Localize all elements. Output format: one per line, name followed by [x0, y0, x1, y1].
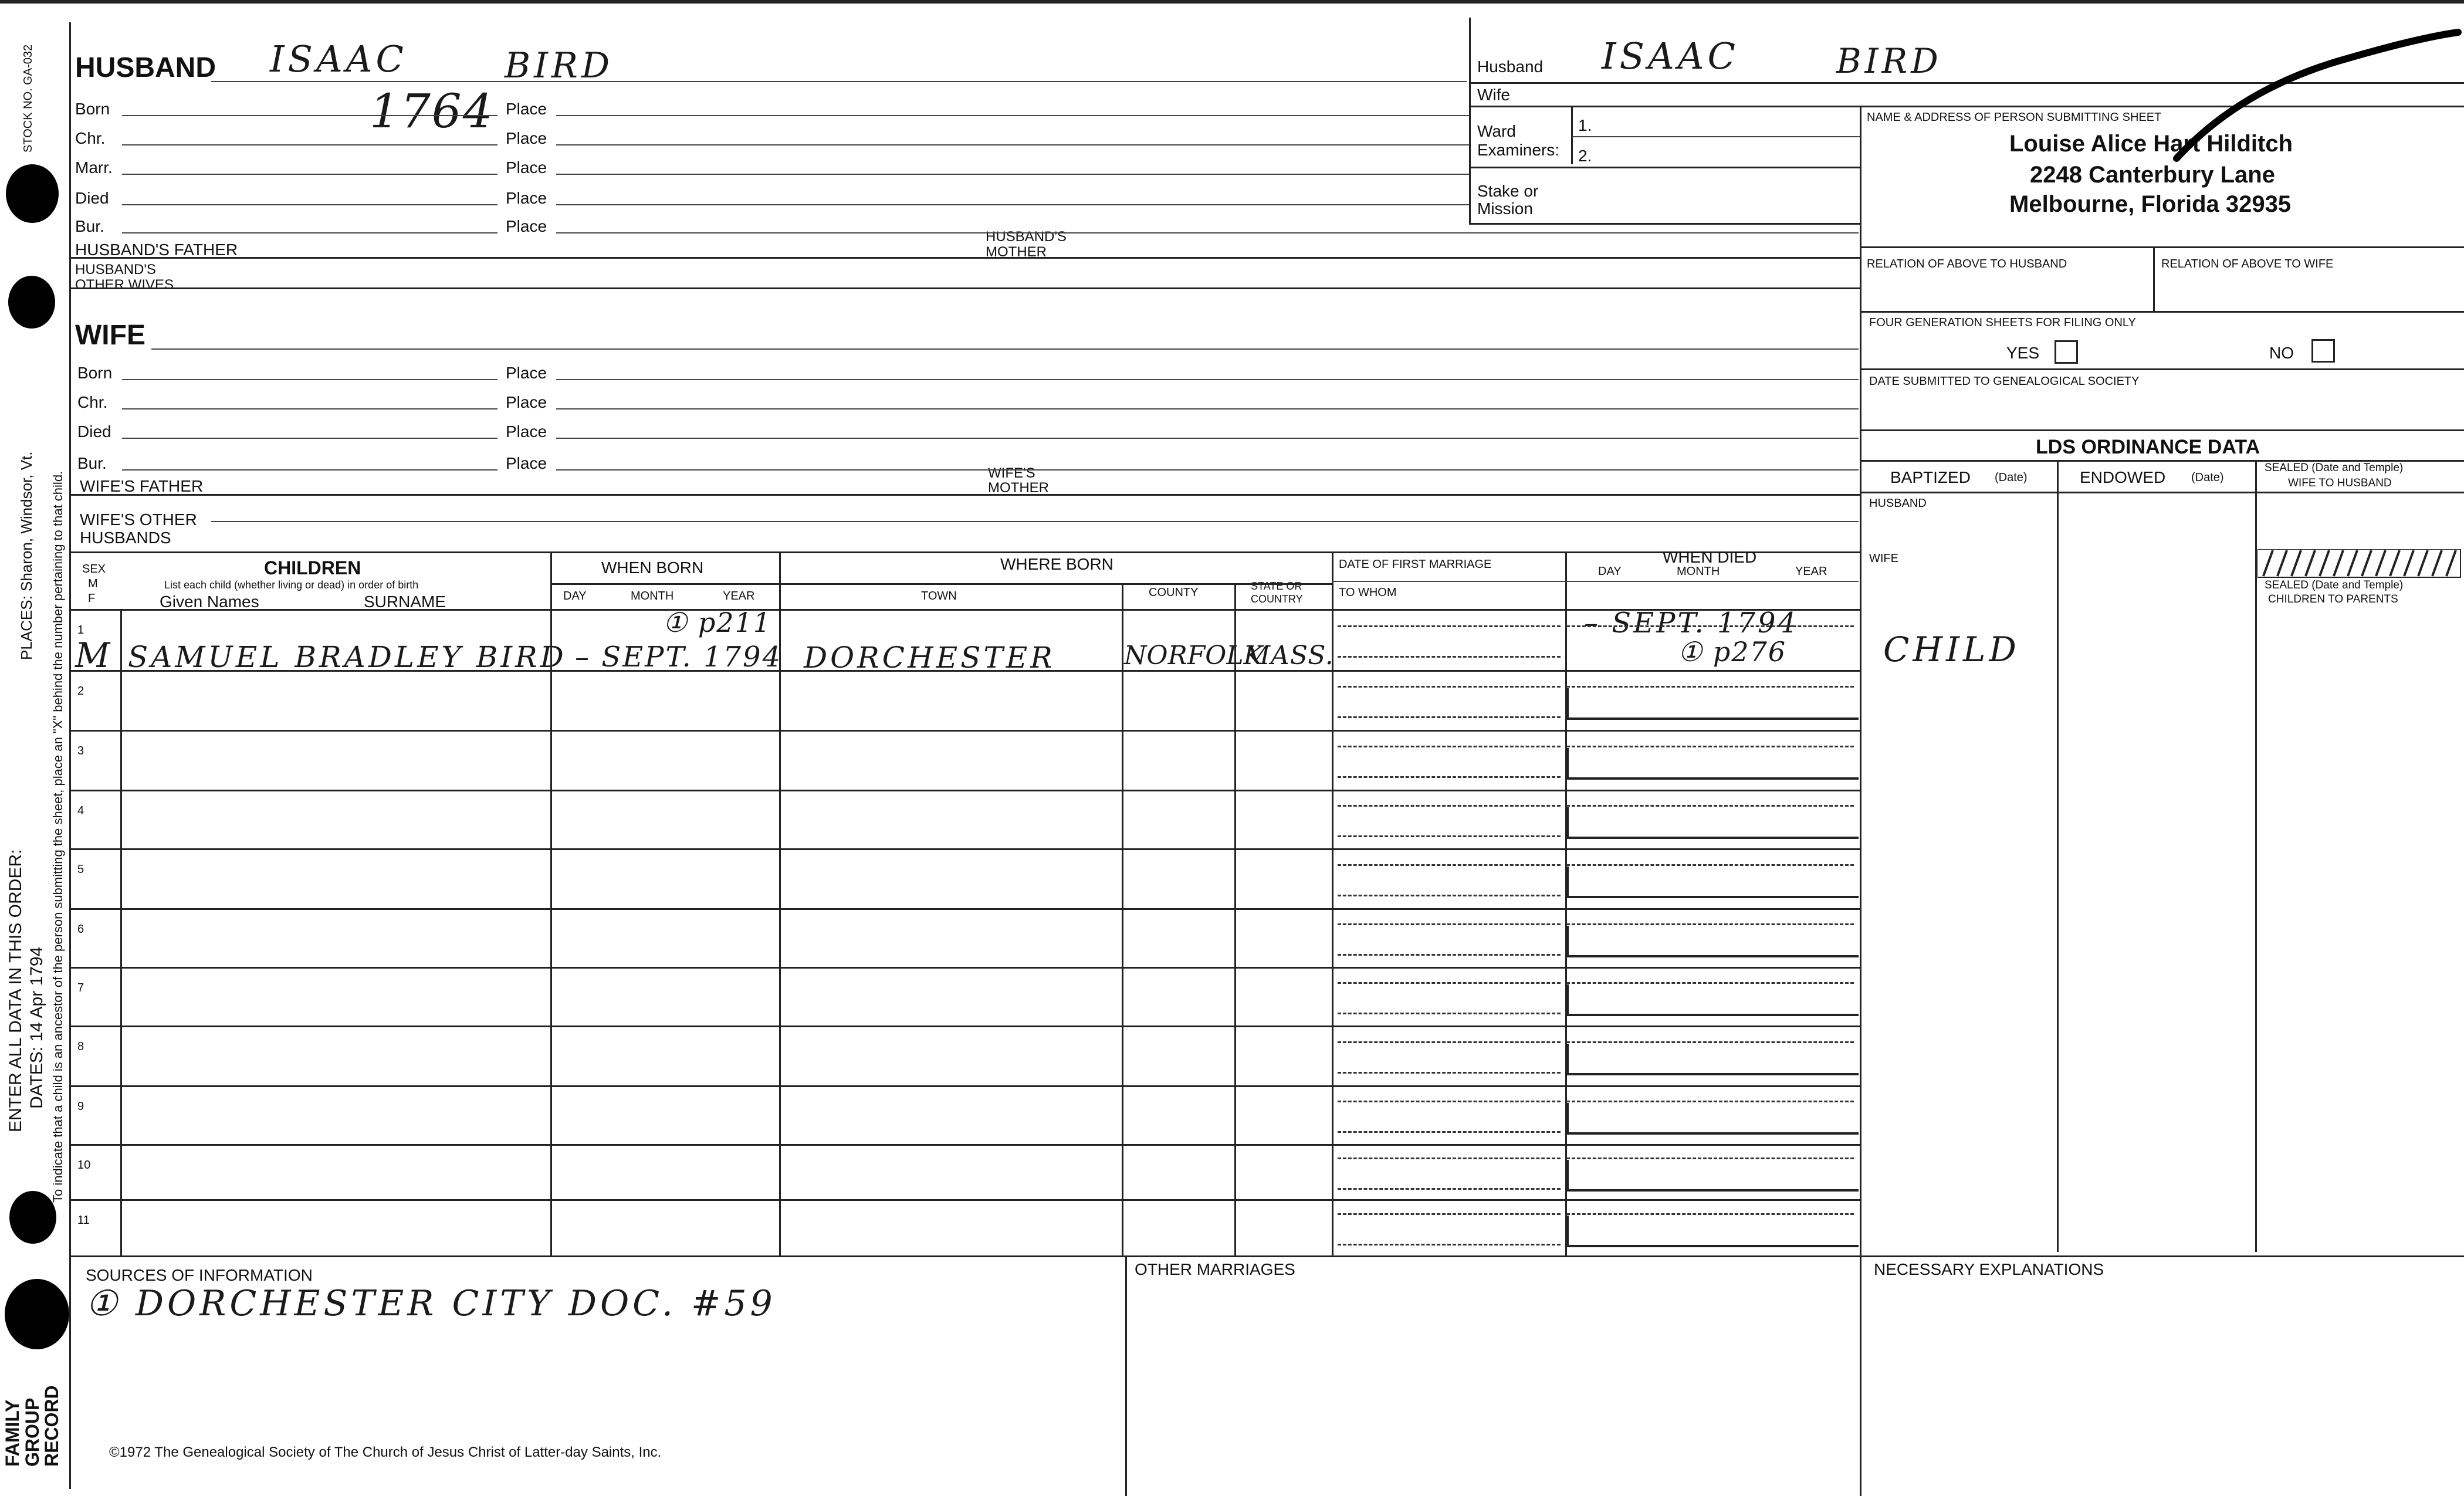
right-wife-label: Wife — [1477, 86, 1510, 104]
enter-order-note: ENTER ALL DATA IN THIS ORDER: — [6, 849, 25, 1132]
copyright-notice: ©1972 The Genealogical Society of The Church of Jesus Christ of Latter-day Saints, Inc. — [109, 1444, 662, 1460]
ward-label: Ward — [1477, 122, 1516, 140]
table-row-line — [70, 967, 1860, 969]
necessary-explanations-label: NECESSARY EXPLANATIONS — [1874, 1260, 2104, 1278]
died-box-bottom — [1565, 1189, 1859, 1192]
relation-divider — [2153, 246, 2155, 311]
husband-place-line — [556, 115, 1469, 116]
examiners-label: Examiners: — [1477, 141, 1560, 159]
table-column-line — [550, 553, 552, 1255]
husband-name-line — [211, 81, 1467, 82]
wife-row-label: Bur. — [77, 454, 107, 472]
baptized-date-label: (Date) — [1995, 471, 2028, 484]
examiner-1: 1. — [1578, 116, 1592, 134]
husband-place-line — [556, 144, 1469, 145]
marriage-date-dash — [1338, 805, 1561, 807]
wife-mother-label-2: MOTHER — [988, 480, 1049, 496]
to-whom-dash — [1338, 895, 1561, 896]
husband-other-wives-label: HUSBAND'S — [75, 262, 156, 277]
marriage-date-dash — [1338, 982, 1561, 984]
endowed-date-label: (Date) — [2191, 471, 2224, 484]
child1-lds-note: CHILD — [1883, 629, 2020, 669]
husband-place-line — [556, 204, 1469, 205]
row-number: 8 — [77, 1040, 84, 1053]
table-column-line — [1565, 553, 1567, 1255]
husband-place-line — [556, 174, 1469, 175]
died-box-left — [1565, 1216, 1569, 1245]
died-day-label: DAY — [1598, 565, 1622, 578]
husband-place-label: Place — [506, 158, 547, 177]
wife-place-line — [556, 379, 1859, 380]
right-husband-surname: BIRD — [1836, 41, 1942, 81]
table-row-line — [70, 790, 1860, 791]
husband-row-label: Born — [75, 100, 110, 118]
died-box-bottom — [1565, 837, 1859, 839]
died-box-bottom — [1565, 896, 1859, 898]
wife-place-label: Place — [506, 422, 547, 441]
form-title: FAMILY GROUP RECORD — [2, 1385, 63, 1467]
binding-hole — [6, 164, 59, 223]
died-box-left — [1565, 926, 1569, 955]
husband-row-line — [122, 115, 497, 116]
husband-place-line — [556, 232, 1859, 233]
stock-number: STOCK NO. GA-032 — [22, 44, 35, 153]
first-marriage-label: DATE OF FIRST MARRIAGE — [1339, 558, 1492, 571]
table-row-line — [70, 908, 1860, 910]
submitter-city: Melbourne, Florida 32935 — [2009, 191, 2292, 217]
submitter-bottom-line — [1860, 246, 2464, 248]
to-whom-dash — [1338, 1244, 1561, 1245]
husband-row-line — [122, 204, 497, 205]
sex-m-label: M — [88, 577, 98, 590]
died-month-label: MONTH — [1677, 565, 1720, 578]
wife-other-husbands-label: WIFE'S OTHER — [80, 510, 197, 529]
sealed-wife-label-2: WIFE TO HUSBAND — [2288, 477, 2392, 489]
table-row-line — [70, 670, 1860, 672]
marriage-date-dash — [1338, 923, 1561, 925]
child1-born-ref: ① p211 — [663, 607, 772, 638]
when-died-label: WHEN DIED — [1663, 548, 1757, 566]
wife-row-line — [122, 408, 497, 409]
sealed-children-label-2: CHILDREN TO PARENTS — [2268, 593, 2398, 605]
wife-place-line — [556, 408, 1859, 409]
table-column-line — [120, 609, 122, 1255]
source-1: ① DORCHESTER CITY DOC. #59 — [86, 1283, 776, 1324]
ward-bottom-line — [1469, 167, 1860, 168]
died-date-dash — [1566, 625, 1854, 627]
table-row-line — [70, 1025, 1860, 1027]
surname-label: SURNAME — [364, 593, 446, 611]
row-number: 6 — [77, 923, 84, 936]
marriage-date-dash — [1338, 625, 1561, 627]
sealed-children-label: SEALED (Date and Temple) — [2265, 579, 2404, 591]
footer-top-line — [70, 1255, 2464, 1257]
table-row-line — [70, 609, 1860, 611]
sources-label: SOURCES OF INFORMATION — [86, 1266, 313, 1284]
husband-father-label: HUSBAND'S FATHER — [75, 241, 238, 259]
died-box-left — [1565, 1160, 1569, 1189]
lds-divider-2 — [2255, 460, 2257, 1252]
footer-divider — [1125, 1255, 1127, 1496]
marriage-date-dash — [1338, 746, 1561, 747]
dates-note: DATES: 14 Apr 1794 — [27, 946, 46, 1109]
sex-label: SEX — [82, 563, 106, 576]
husband-mother-label-2: MOTHER — [986, 244, 1047, 260]
right-husband-label: Husband — [1477, 57, 1544, 76]
wife-place-label: Place — [506, 364, 547, 382]
given-names-label: Given Names — [160, 593, 259, 611]
marriage-date-dash — [1338, 864, 1561, 866]
right-panel-border — [1860, 106, 1861, 1496]
row-number: 3 — [77, 744, 84, 757]
examiner-2: 2. — [1578, 147, 1592, 165]
marriage-date-dash — [1338, 686, 1561, 688]
date-submitted-label: DATE SUBMITTED TO GENEALOGICAL SOCIETY — [1869, 375, 2140, 388]
binding-hole — [9, 1191, 56, 1244]
table-row-line — [70, 730, 1860, 732]
table-column-line — [1122, 584, 1123, 1255]
lds-husband-label: HUSBAND — [1869, 497, 1927, 510]
submitter-street: 2248 Canterbury Lane — [2030, 162, 2275, 188]
wife-place-label: Place — [506, 393, 547, 411]
stake-bottom-line — [1469, 223, 1860, 225]
died-date-dash — [1566, 746, 1854, 747]
ancestor-instruction: To indicate that a child is an ancestor of the person submitting the sheet, place an "X" behind the number pertaining to that child. — [50, 471, 65, 1203]
died-date-dash — [1566, 1213, 1854, 1215]
endowed-label: ENDOWED — [2080, 468, 2166, 486]
frame-divider — [1469, 18, 1471, 223]
wife-father-line — [70, 494, 1860, 496]
table-died-line — [1565, 581, 1859, 582]
died-box-left — [1565, 807, 1569, 837]
row-number: 7 — [77, 981, 84, 994]
wife-row-label: Chr. — [77, 393, 108, 411]
child1-state: MASS. — [1244, 641, 1334, 671]
top-border — [0, 0, 2464, 4]
right-husband-given: ISAAC — [1602, 35, 1739, 77]
husband-row-label: Marr. — [75, 158, 113, 177]
children-label: CHILDREN — [264, 557, 361, 578]
child1-sex: M — [75, 635, 114, 675]
children-note: List each child (whether living or dead) in order of birth — [164, 579, 419, 591]
row-number: 11 — [77, 1214, 90, 1227]
born-day-label: DAY — [563, 590, 587, 603]
born-year-label: YEAR — [723, 590, 755, 603]
no-label: NO — [2269, 344, 2294, 362]
died-date-dash — [1566, 1041, 1854, 1043]
to-whom-dash — [1338, 776, 1561, 778]
wife-other-husbands-line — [211, 521, 1859, 522]
died-box-left — [1565, 688, 1569, 717]
marriage-date-dash — [1338, 1101, 1561, 1102]
died-date-dash — [1566, 1157, 1854, 1159]
wife-other-husbands-label-2: HUSBANDS — [80, 529, 171, 547]
marriage-date-dash — [1338, 1157, 1561, 1159]
husband-other-wives-line — [70, 287, 1860, 289]
relation-wife-label: RELATION OF ABOVE TO WIFE — [2161, 258, 2334, 270]
died-box-bottom — [1565, 1014, 1859, 1016]
state-label: STATE OR — [1251, 580, 1302, 592]
row-number: 9 — [77, 1100, 84, 1113]
sealed-hatch-area — [2257, 549, 2463, 578]
died-box-bottom — [1565, 717, 1859, 720]
lds-title: LDS ORDINANCE DATA — [2036, 436, 2260, 458]
to-whom-dash — [1338, 954, 1561, 956]
died-box-left — [1565, 1044, 1569, 1073]
to-whom-label: TO WHOM — [1339, 586, 1397, 599]
child1-town: DORCHESTER — [804, 641, 1055, 675]
wife-place-line — [556, 469, 1859, 471]
died-date-dash — [1566, 923, 1854, 925]
wife-row-label: Died — [77, 422, 111, 441]
died-box-left — [1565, 748, 1569, 777]
table-row-line — [70, 848, 1860, 850]
child1-died-date: – SEPT. 1794 — [1584, 607, 1799, 639]
wife-mother-label: WIFE'S — [988, 465, 1035, 481]
child1-name: SAMUEL BRADLEY BIRD — [128, 640, 567, 674]
to-whom-dash — [1338, 835, 1561, 837]
born-month-label: MONTH — [631, 590, 674, 603]
places-note: PLACES: Sharon, Windsor, Vt. — [18, 451, 35, 660]
relation-husband-label: RELATION OF ABOVE TO HUSBAND — [1867, 258, 2067, 270]
relation-bottom-line — [1860, 311, 2464, 313]
town-label: TOWN — [921, 590, 957, 603]
table-column-line — [1234, 584, 1236, 1255]
husband-mother-label: HUSBAND'S — [986, 229, 1067, 245]
sealed-wife-label: SEALED (Date and Temple) — [2265, 462, 2404, 474]
wife-name-line — [151, 348, 1859, 350]
died-date-dash — [1566, 864, 1854, 866]
husband-row-label: Bur. — [75, 217, 104, 235]
wife-heading: WIFE — [75, 320, 145, 351]
husband-row-label: Chr. — [75, 129, 106, 147]
no-checkbox[interactable] — [2311, 339, 2335, 363]
wife-row-line — [122, 438, 497, 439]
wife-place-line — [556, 438, 1859, 439]
died-box-bottom — [1565, 1073, 1859, 1075]
table-column-line — [1332, 553, 1333, 1255]
table-column-line — [779, 553, 781, 1255]
husband-place-label: Place — [506, 189, 547, 207]
husband-heading: HUSBAND — [75, 52, 216, 83]
husband-other-wives-label-2: OTHER WIVES — [75, 277, 174, 293]
marriage-date-dash — [1338, 1041, 1561, 1043]
husband-father-line — [70, 257, 1860, 259]
row-number: 4 — [77, 804, 84, 817]
died-date-dash — [1566, 982, 1854, 984]
husband-place-label: Place — [506, 100, 547, 118]
stake-label: Stake or — [1477, 182, 1539, 200]
four-generation-label: FOUR GENERATION SHEETS FOR FILING ONLY — [1869, 316, 2136, 329]
row-number: 5 — [77, 863, 84, 876]
husband-place-label: Place — [506, 129, 547, 147]
husband-row-line — [122, 232, 497, 233]
marriage-date-dash — [1338, 1213, 1561, 1215]
child1-born-date: – SEPT. 1794 — [575, 641, 783, 673]
to-whom-dash — [1338, 656, 1561, 658]
four-gen-bottom-line — [1860, 368, 2464, 370]
pen-stroke-mark — [2171, 18, 2464, 164]
lds-divider-1 — [2057, 460, 2059, 1252]
lds-header-line — [1860, 492, 2464, 493]
died-date-dash — [1566, 686, 1854, 688]
row-number: 10 — [77, 1159, 91, 1172]
examiner-1-line — [1572, 136, 1860, 137]
table-row-line — [70, 1085, 1860, 1087]
table-subheader-line — [550, 583, 1332, 585]
died-box-bottom — [1565, 955, 1859, 957]
died-box-left — [1565, 1103, 1569, 1132]
to-whom-dash — [1338, 1013, 1561, 1014]
husband-place-label: Place — [506, 217, 547, 235]
frame-left — [69, 22, 71, 1489]
county-label: COUNTY — [1149, 586, 1199, 599]
died-box-left — [1565, 867, 1569, 896]
children-table-top — [70, 551, 1860, 553]
died-date-dash — [1566, 805, 1854, 807]
died-box-bottom — [1565, 1132, 1859, 1135]
child1-died-ref: ① p276 — [1678, 636, 1787, 668]
other-marriages-label: OTHER MARRIAGES — [1135, 1260, 1295, 1278]
husband-given-name: ISAAC — [270, 38, 407, 80]
row-number: 1 — [77, 624, 84, 637]
yes-label: YES — [2006, 344, 2040, 362]
died-date-dash — [1566, 1101, 1854, 1102]
died-box-bottom — [1565, 777, 1859, 780]
table-marriage-line — [1332, 581, 1565, 582]
husband-born-year: 1764 — [370, 84, 494, 138]
died-box-left — [1565, 984, 1569, 1014]
to-whom-dash — [1338, 1131, 1561, 1133]
wife-row-label: Born — [77, 364, 113, 382]
country-label: COUNTRY — [1251, 593, 1303, 605]
date-submitted-bottom-line — [1860, 429, 2464, 431]
child1-county: NORFOLK — [1124, 641, 1263, 671]
to-whom-dash — [1338, 1188, 1561, 1190]
to-whom-dash — [1338, 716, 1561, 718]
lds-wife-label: WIFE — [1869, 552, 1898, 565]
mission-label: Mission — [1477, 199, 1533, 218]
wife-row-line — [122, 379, 497, 380]
husband-row-label: Died — [75, 189, 109, 207]
examiners-divider — [1571, 106, 1573, 164]
wife-father-label: WIFE'S FATHER — [80, 477, 204, 495]
submitter-label: NAME & ADDRESS OF PERSON SUBMITTING SHEET — [1867, 111, 2162, 124]
husband-surname: BIRD — [505, 45, 614, 86]
sex-f-label: F — [88, 592, 96, 605]
died-box-bottom — [1565, 1245, 1859, 1247]
row-number: 2 — [77, 685, 84, 698]
binding-hole — [8, 276, 55, 329]
died-year-label: YEAR — [1795, 565, 1827, 578]
when-born-label: WHEN BORN — [601, 559, 704, 577]
wife-place-label: Place — [506, 454, 547, 472]
to-whom-dash — [1338, 1072, 1561, 1074]
yes-checkbox[interactable] — [2055, 340, 2078, 364]
table-row-line — [70, 1199, 1860, 1201]
table-row-line — [70, 1144, 1860, 1146]
wife-row-line — [122, 469, 497, 471]
submitter-name: Louise Alice Hart Hilditch — [2009, 131, 2293, 157]
where-born-label: WHERE BORN — [1000, 555, 1113, 573]
husband-row-line — [122, 144, 497, 145]
baptized-label: BAPTIZED — [1890, 468, 1971, 486]
husband-row-line — [122, 174, 497, 175]
